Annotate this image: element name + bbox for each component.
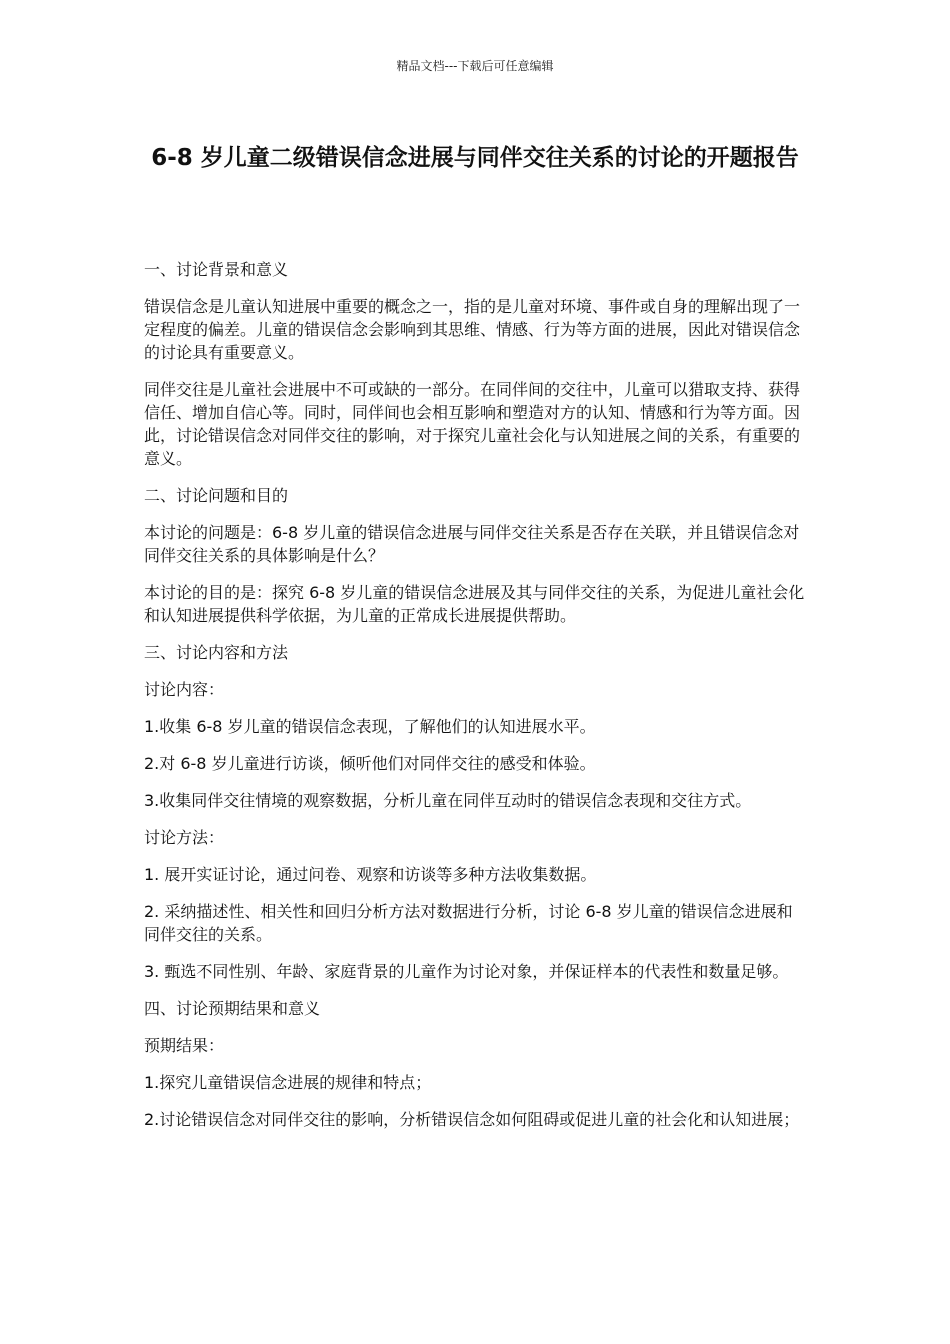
section-heading-results: 四、讨论预期结果和意义 xyxy=(144,999,321,1018)
paragraph: 同伴交往是儿童社会进展中不可或缺的一部分。在同伴间的交往中，儿童可以猎取支持、获得信任、增加自信心等。同时，同伴间也会相互影响和塑造对方的认知、情感和行为等方面。因此，讨论错误信念对同伴交往的影响，对于探究儿童社会化与认知进展之间的关系，有重要的意义。 xyxy=(144,380,801,468)
paragraph: 本讨论的问题是：6-8 岁儿童的错误信念进展与同伴交往关系是否存在关联，并且错误信念对同伴交往关系的具体影响是什么？ xyxy=(144,523,800,565)
paragraph: 错误信念是儿童认知进展中重要的概念之一，指的是儿童对环境、事件或自身的理解出现了一定程度的偏差。儿童的错误信念会影响到其思维、情感、行为等方面的进展，因此对错误信念的讨论具有重要意义。 xyxy=(144,297,801,362)
list-item: 1. 展开实证讨论，通过问卷、观察和访谈等多种方法收集数据。 xyxy=(144,865,597,884)
list-item: 1.收集 6-8 岁儿童的错误信念表现，了解他们的认知进展水平。 xyxy=(144,717,596,736)
section-heading-questions: 二、讨论问题和目的 xyxy=(144,486,289,505)
subheading-methods: 讨论方法： xyxy=(144,828,225,847)
list-item: 3. 甄选不同性别、年龄、家庭背景的儿童作为讨论对象，并保证样本的代表性和数量足够。 xyxy=(144,962,789,981)
list-item: 2.讨论错误信念对同伴交往的影响，分析错误信念如何阻碍或促进儿童的社会化和认知进展； xyxy=(144,1110,800,1129)
document-body xyxy=(144,258,806,1145)
list-item: 2.对 6-8 岁儿童进行访谈，倾听他们对同伴交往的感受和体验。 xyxy=(144,754,596,773)
subheading-content: 讨论内容： xyxy=(144,680,225,699)
paragraph: 本讨论的目的是：探究 6-8 岁儿童的错误信念进展及其与同伴交往的关系，为促进儿童社会化和认知进展提供科学依据，为儿童的正常成长进展提供帮助。 xyxy=(144,583,805,625)
document-title: 6-8 岁儿童二级错误信念进展与同伴交往关系的讨论的开题报告 xyxy=(151,145,799,171)
section-heading-background: 一、讨论背景和意义 xyxy=(144,260,289,279)
page-header-watermark: 精品文档---下载后可任意编辑 xyxy=(396,59,554,73)
list-item: 3.收集同伴交往情境的观察数据，分析儿童在同伴互动时的错误信念表现和交往方式。 xyxy=(144,791,752,810)
subheading-expected-results: 预期结果： xyxy=(144,1036,225,1055)
section-heading-methods: 三、讨论内容和方法 xyxy=(144,643,289,662)
list-item: 1.探究儿童错误信念进展的规律和特点； xyxy=(144,1073,432,1092)
list-item: 2. 采纳描述性、相关性和回归分析方法对数据进行分析，讨论 6-8 岁儿童的错误信念进展和同伴交往的关系。 xyxy=(144,902,793,944)
